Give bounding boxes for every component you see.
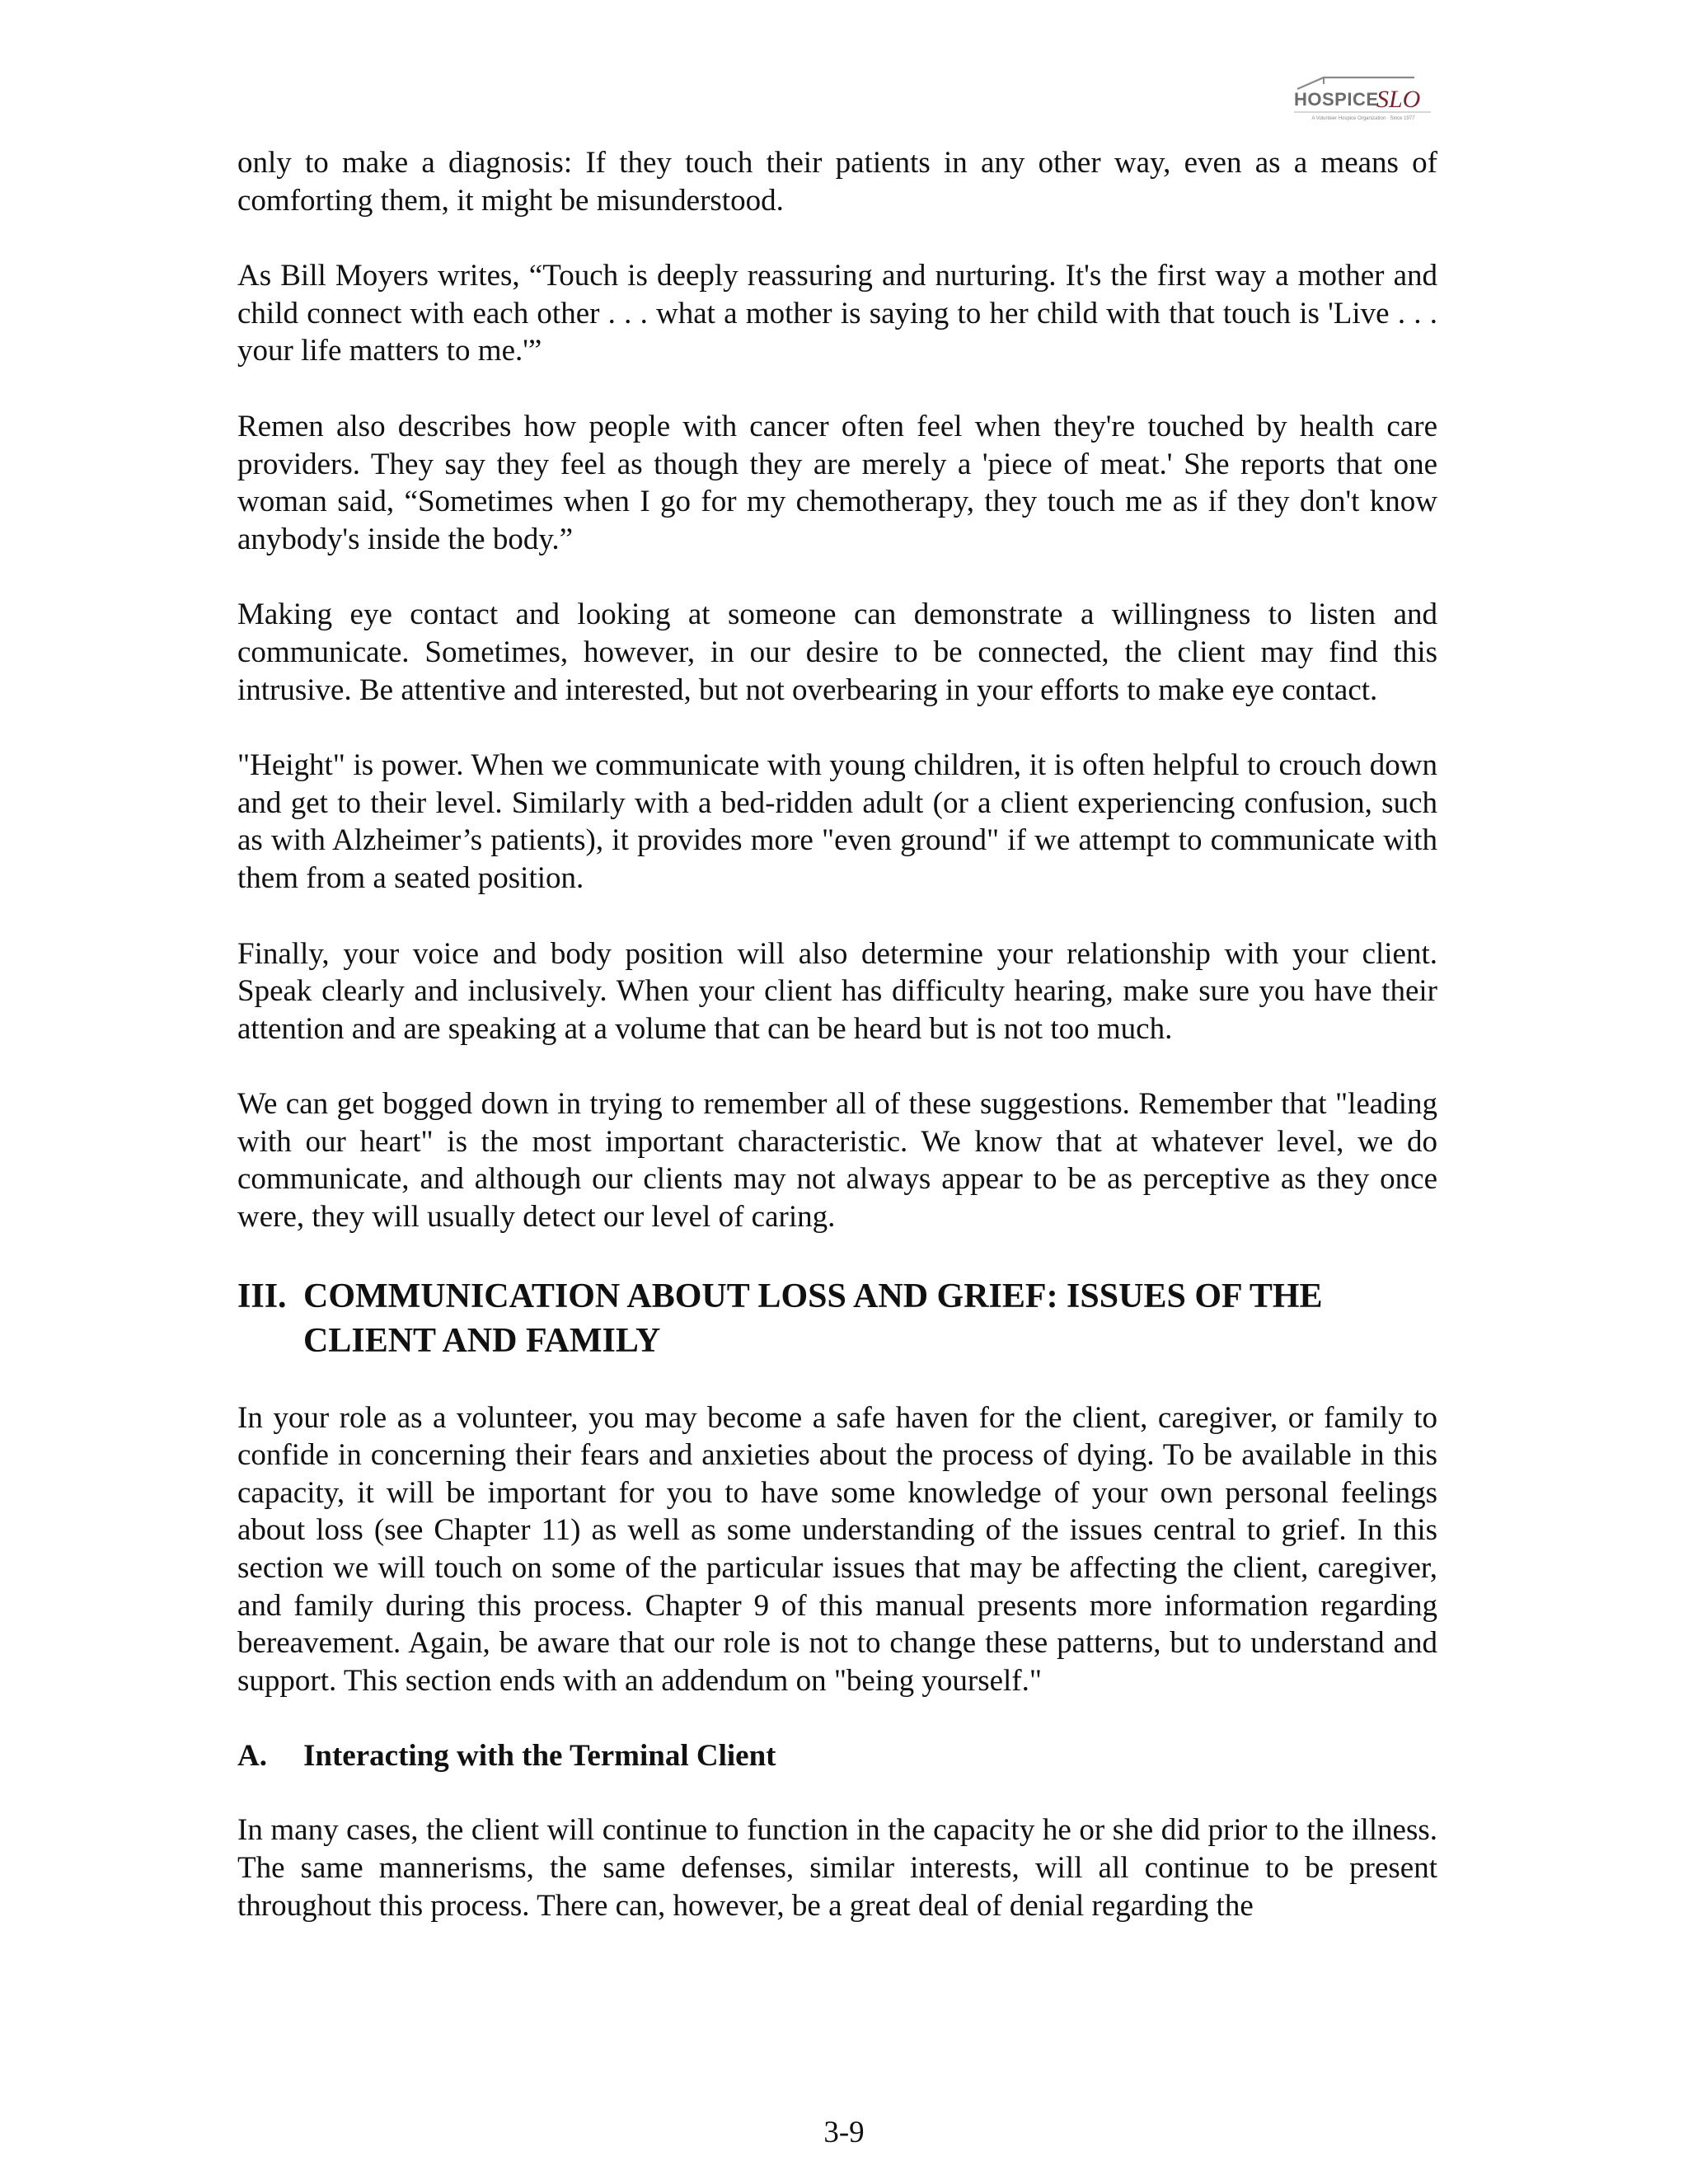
paragraph-bill-moyers-quote: As Bill Moyers writes, “Touch is deeply reassuring and nurturing. It's the first way a mother and child connect with each other . . . what a mother is saying to her child with that touch is 'Live . . . your life matters to me.'” [237,259,1437,368]
paragraph-touch-diagnosis: only to make a diagnosis: If they touch their patients in any other way, even as a means of comforting them, it might be misunderstood. [237,146,1437,218]
page-number: 3-9 [823,2116,865,2149]
paragraph-height-power: "Height" is power. When we communicate with young children, it is often helpful to crouch down and get to their level. Similarly with a bed-ridden adult (or a client experiencing confusion, such as with Alzheimer’s patients), it provides more "even ground" if we attempt to communicate with them from a seated position. [237,748,1437,895]
subsection-letter: A. [237,1739,267,1774]
hospice-logo-icon [1291,73,1436,125]
document-body [237,144,1437,1962]
subsection-body-paragraph: In many cases, the client will continue to function in the capacity he or she did prior to the illness. The same mannerisms, the same defenses, similar interests, will all continue to be present throughout this process. There can, however, be a great deal of denial regarding the [237,1813,1437,1923]
paragraph-voice-body-position: Finally, your voice and body position will also determine your relationship with your client. Speak clearly and inclusively. When your client has difficulty hearing, make sure you have their attention and are speaking at a volume that can be heard but is not too much. [237,936,1437,1046]
section-number: III. [237,1277,287,1315]
svg-text:HOSPICE: HOSPICE [1294,89,1379,110]
section-heading [237,1274,1437,1363]
section-title: COMMUNICATION ABOUT LOSS AND GRIEF: ISSUES OF THE CLIENT AND FAMILY [303,1277,1323,1360]
paragraph-remen-cancer: Remen also describes how people with cancer often feel when they're touched by health care providers. They say they feel as though they are merely a 'piece of meat.' She reports that one woman said, “Sometimes when I go for my chemotherapy, they touch me as if they don't know anybody's inside the body.” [237,409,1437,556]
hospice-slo-logo [1291,73,1436,125]
svg-text:A Volunteer Hospice Organizati: A Volunteer Hospice Organization · Since 1977 [1311,116,1415,121]
subsection-heading [237,1737,1437,1775]
svg-text:SLO: SLO [1376,86,1421,113]
paragraph-eye-contact: Making eye contact and looking at someone can demonstrate a willingness to listen and communicate. Sometimes, however, in our desire to be connected, the client may find this intrusive. Be attentive and interested, but not overbearing in your efforts to make eye contact. [237,598,1437,707]
paragraph-leading-with-heart: We can get bogged down in trying to remember all of these suggestions. Remember that "leading with our heart" is the most important characteristic. We know that at whatever level, we do communicate, and although our clients may not always appear to be as perceptive as they once were, they will usually detect our level of caring. [237,1087,1437,1235]
subsection-title: Interacting with the Terminal Client [303,1739,776,1774]
section-intro-paragraph: In your role as a volunteer, you may become a safe haven for the client, caregiver, or family to confide in concerning their fears and anxieties about the process of dying. To be available in this capacity, it will be important for you to have some knowledge of your own personal feelings about loss (see Chapter 11) as well as some understanding of the issues central to grief. In this section we will touch on some of the particular issues that may be affecting the client, caregiver, and family during this process. Chapter 9 of this manual presents more information regarding bereavement. Again, be aware that our role is not to change these patterns, but to understand and support. This section ends with an addendum on "being yourself." [237,1400,1437,1698]
